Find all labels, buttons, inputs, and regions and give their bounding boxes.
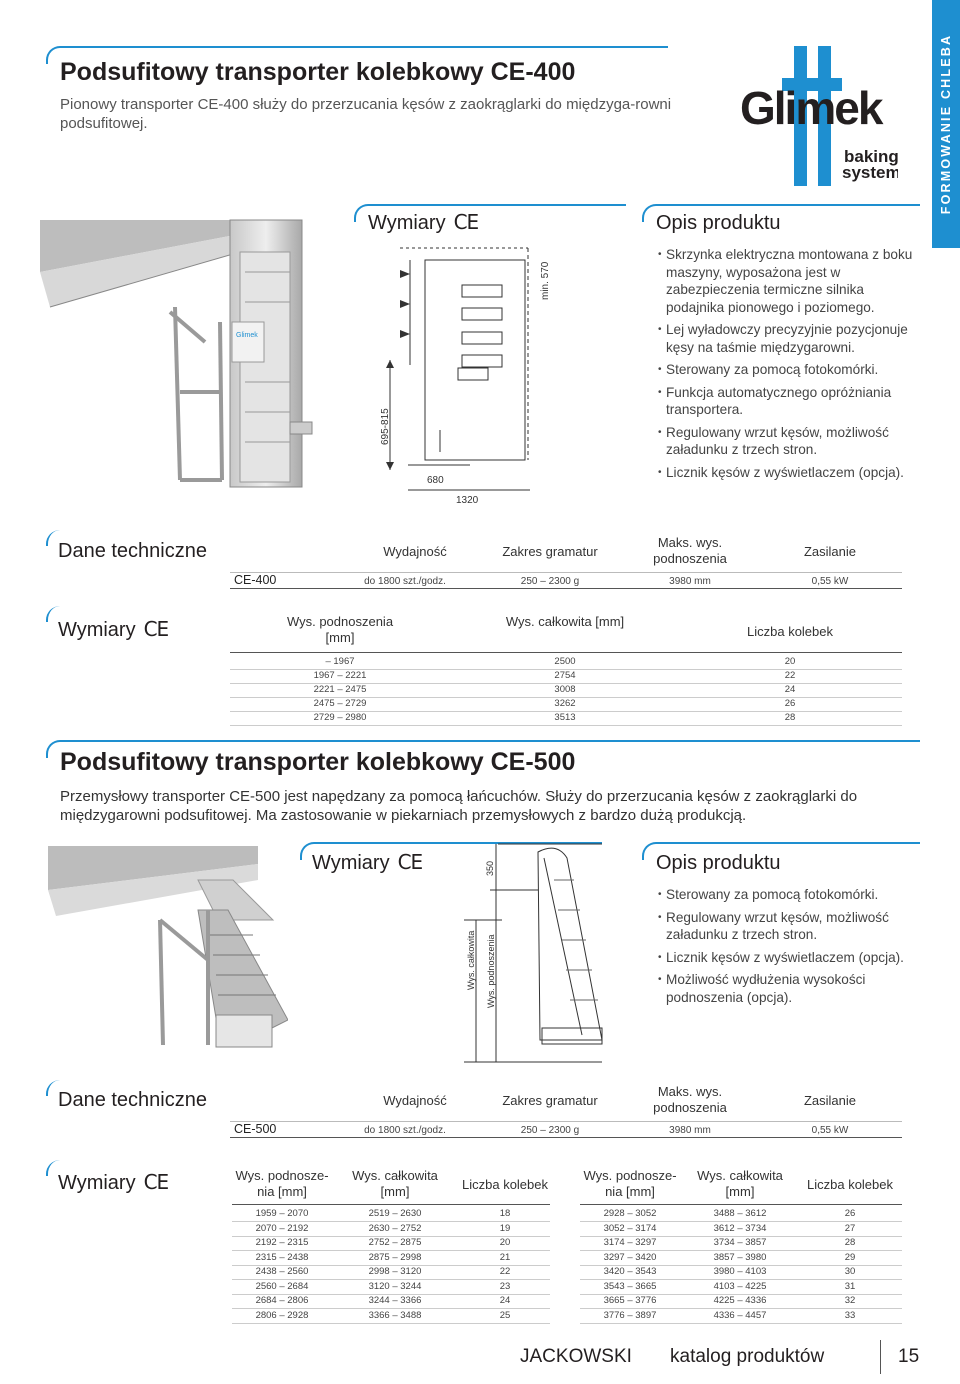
table-cell: 3008: [554, 684, 576, 695]
table-cell: 3734 – 3857: [713, 1237, 767, 1248]
table-rule: [230, 1137, 902, 1138]
col-header: Wys. całkowita [mm]: [697, 1168, 783, 1199]
table-cell: 18: [499, 1208, 511, 1219]
feature-item: • Sterowany za pomocą fotokomórki.: [658, 886, 920, 904]
col-header: Maks. wys. podnoszenia: [653, 535, 727, 566]
ce400-tech-heading: Dane techniczne: [58, 540, 207, 562]
ce400-lead-text: Pionowy transporter CE-400 służy do przerzucania kęsów z zaokrąglarki do międzyga-rowni podsufitowej.: [60, 96, 672, 132]
table-cell: 2070 – 2192: [255, 1222, 309, 1234]
table-cell: 2438 – 2560: [255, 1266, 309, 1277]
table-cell: 2560 – 2684: [255, 1280, 309, 1292]
col-header: Zasilanie: [803, 1093, 857, 1108]
glimek-logo: [738, 44, 898, 189]
ce500-lead: [60, 787, 910, 825]
col-header: Liczba kolebek: [747, 624, 833, 639]
table-cell: 3120 – 3244: [368, 1280, 422, 1292]
table-cell: 3665 – 3776: [603, 1295, 657, 1306]
col-header: Wydajność: [383, 1093, 447, 1108]
ce500-product-photo: [48, 840, 288, 1062]
table-rule: [230, 588, 902, 589]
feature-item: • Funkcja automatycznego opróżniania transportera.: [658, 384, 920, 419]
col-header: Wys. całkowita [mm]: [505, 614, 625, 629]
col-header: Zakres gramatur: [502, 1093, 598, 1108]
table-row: [232, 1236, 550, 1251]
feature-item: • Regulowany wrzut kęsów, możliwość załadunku z trzech stron.: [658, 424, 920, 459]
ce-mark-icon: CE: [143, 1170, 169, 1194]
feature-item: • Lej wyładowczy precyzyjnie pozycjonuje kęsy na taśmie międzygarowni.: [658, 321, 920, 356]
footer-divider: [880, 1340, 881, 1374]
table-cell: 3420 – 3543: [603, 1266, 657, 1277]
table-row: [580, 1280, 902, 1295]
table-cell: 2519 – 2630: [368, 1208, 422, 1219]
table-cell: 3052 – 3174: [603, 1222, 657, 1234]
table-rule: [232, 1204, 550, 1205]
table-row: [232, 1207, 550, 1222]
side-category-band: [932, 0, 960, 248]
table-cell: 4225 – 4336: [713, 1295, 767, 1306]
table-cell: 32: [844, 1295, 856, 1306]
footer-catalog: katalog produktów: [670, 1346, 825, 1367]
table-cell: 23: [499, 1280, 511, 1292]
ce500-lead-text: Przemysłowy transporter CE-500 jest napędzany za pomocą łańcuchów. Służy do przerzucania kęsów z zaokrąglarki do międzygarowni podsufitowej. Ma zastosowanie w piekarniach przemysłowych z bardzo dużą produkcją.: [60, 788, 858, 824]
table-rule: [230, 652, 902, 653]
table-cell: 20: [784, 656, 796, 667]
table-cell: 3776 – 3897: [603, 1309, 657, 1321]
table-cell: 3366 – 3488: [368, 1309, 422, 1321]
table-rule: [230, 572, 902, 573]
table-cell: 25: [499, 1309, 511, 1321]
table-cell: 19: [499, 1222, 511, 1234]
table-cell: 30: [844, 1266, 856, 1277]
table-row: [230, 655, 902, 670]
feature-item: • Skrzynka elektryczna montowana z boku maszyny, wyposażona jest w zabezpieczenia termiczne silnika podajnika pionowego i poziomego.: [658, 246, 920, 316]
table-cell: 2192 – 2315: [255, 1237, 309, 1248]
table-row: [580, 1251, 902, 1266]
feature-item: • Sterowany za pomocą fotokomórki.: [658, 361, 920, 379]
table-cell: – 1967: [325, 656, 355, 667]
tech-value: 3980 mm: [669, 576, 711, 587]
table-rule: [230, 1121, 902, 1122]
table-cell: 28: [784, 712, 796, 723]
ce400-desc-heading: Opis produktu: [656, 212, 781, 234]
ce400-dims-table-heading: [58, 617, 168, 642]
table-cell: 3262: [554, 698, 576, 709]
table-rule: [580, 1204, 902, 1205]
svg-text:system: system: [842, 163, 898, 182]
dims-table-heading-text: Wymiary: [58, 619, 136, 641]
col-header: Zasilanie: [803, 544, 857, 559]
ce-mark-icon: CE: [453, 210, 479, 234]
table-cell: 3244 – 3366: [368, 1295, 422, 1306]
col-header: Liczba kolebek: [807, 1177, 893, 1192]
table-cell: 2754: [554, 670, 576, 681]
table-row: [580, 1207, 902, 1222]
table-cell: 24: [499, 1295, 511, 1306]
table-cell: 2315 – 2438: [255, 1251, 309, 1263]
svg-text:680: 680: [427, 475, 444, 486]
table-row: [580, 1236, 902, 1251]
ce-mark-icon: CE: [143, 617, 169, 641]
table-row: [580, 1309, 902, 1324]
table-row: [232, 1251, 550, 1266]
tech-value: 0,55 kW: [811, 576, 849, 587]
table-cell: 2500: [554, 656, 576, 667]
svg-text:Wys. podnoszenia: Wys. podnoszenia: [486, 934, 496, 1008]
table-cell: 2752 – 2875: [368, 1237, 422, 1248]
table-row: [232, 1222, 550, 1237]
ce400-lead: [60, 95, 680, 133]
table-row: [580, 1294, 902, 1309]
table-cell: 2928 – 3052: [603, 1208, 657, 1219]
ce400-feature-list: [658, 246, 920, 486]
category-label: FORMOWANIE CHLEBA: [939, 33, 953, 215]
table-row: [580, 1222, 902, 1237]
table-cell: 2998 – 3120: [368, 1266, 422, 1277]
table-row: [230, 711, 902, 726]
ce500-dims-heading-text: Wymiary: [312, 852, 390, 874]
ce400-technical-drawing: [370, 240, 560, 510]
col-header: Wys. całkowita [mm]: [352, 1168, 438, 1199]
svg-text:min. 570: min. 570: [540, 261, 551, 300]
svg-text:Glimek: Glimek: [236, 332, 258, 339]
ce500-technical-drawing: [462, 840, 612, 1065]
ce500-feature-list: [658, 886, 920, 1011]
table-cell: 29: [844, 1251, 856, 1263]
table-row: [232, 1294, 550, 1309]
ce500-tech-heading: Dane techniczne: [58, 1089, 207, 1111]
tech-value: 3980 mm: [669, 1125, 711, 1136]
ce-mark-icon: CE: [397, 850, 423, 874]
table-cell: 31: [844, 1280, 856, 1292]
table-cell: 2729 – 2980: [313, 712, 367, 723]
table-cell: 22: [499, 1266, 511, 1277]
table-cell: 4336 – 4457: [713, 1309, 767, 1321]
col-header: Wydajność: [383, 544, 447, 559]
table-cell: 20: [499, 1237, 511, 1248]
footer-brand: JACKOWSKI: [520, 1346, 632, 1367]
ce400-product-photo: [40, 212, 350, 512]
table-row: [230, 697, 902, 712]
table-cell: 3543 – 3665: [603, 1280, 657, 1292]
page-number: 15: [898, 1346, 920, 1367]
ce500-desc-heading: Opis produktu: [656, 852, 781, 874]
table-cell: 27: [844, 1222, 856, 1234]
table-row: [232, 1280, 550, 1295]
ce500-title: Podsufitowy transporter kolebkowy CE-500: [60, 748, 576, 776]
table-cell: 26: [844, 1208, 856, 1219]
table-row: [230, 669, 902, 684]
svg-text:Wys. całkowita: Wys. całkowita: [466, 930, 476, 990]
ce400-dims-heading: [368, 210, 478, 235]
dims-table-heading-text: Wymiary: [58, 1172, 136, 1194]
table-cell: 28: [844, 1237, 856, 1248]
table-cell: 2684 – 2806: [255, 1295, 309, 1306]
table-cell: 3297 – 3420: [603, 1251, 657, 1263]
col-header: Wys. podnosze-nia [mm]: [583, 1168, 677, 1199]
ce400-dims-heading-text: Wymiary: [368, 212, 446, 234]
model-name: CE-400: [234, 573, 277, 587]
table-cell: 1959 – 2070: [255, 1208, 309, 1219]
tech-value: 250 – 2300 g: [520, 576, 580, 587]
table-cell: 3174 – 3297: [603, 1237, 657, 1248]
table-cell: 21: [499, 1251, 511, 1263]
tech-value: 250 – 2300 g: [520, 1125, 580, 1136]
svg-text:695-815: 695-815: [380, 408, 391, 445]
tech-value: 0,55 kW: [811, 1125, 849, 1136]
table-cell: 2806 – 2928: [255, 1309, 309, 1321]
table-row: [232, 1265, 550, 1280]
ce500-dims-heading: [312, 850, 422, 875]
table-cell: 26: [784, 698, 796, 709]
ce500-dims-table-heading: [58, 1170, 168, 1195]
model-name: CE-500: [234, 1122, 277, 1136]
svg-text:Glimek: Glimek: [740, 82, 882, 134]
table-row: [580, 1265, 902, 1280]
table-row: [232, 1309, 550, 1324]
table-row: [230, 683, 902, 698]
table-cell: 3612 – 3734: [713, 1222, 767, 1234]
table-cell: 4103 – 4225: [713, 1280, 767, 1292]
table-cell: 3488 – 3612: [713, 1208, 767, 1219]
col-header: Liczba kolebek: [462, 1177, 548, 1192]
table-cell: 3980 – 4103: [713, 1266, 767, 1277]
table-cell: 1967 – 2221: [313, 670, 367, 681]
table-cell: 33: [844, 1309, 856, 1321]
table-cell: 24: [784, 684, 796, 695]
table-cell: 2221 – 2475: [313, 684, 367, 695]
table-cell: 2630 – 2752: [368, 1222, 422, 1234]
svg-text:baking: baking: [844, 147, 898, 166]
svg-text:1320: 1320: [456, 495, 479, 506]
table-cell: 2475 – 2729: [313, 698, 367, 709]
col-header: Wys. podnosze-nia [mm]: [235, 1168, 329, 1199]
ce400-title: Podsufitowy transporter kolebkowy CE-400: [60, 58, 576, 86]
feature-item: • Licznik kęsów z wyświetlaczem (opcja).: [658, 464, 920, 482]
table-cell: 3857 – 3980: [713, 1251, 767, 1263]
col-header: Zakres gramatur: [502, 544, 598, 559]
col-header: Wys. podnoszenia [mm]: [286, 614, 394, 645]
feature-item: • Licznik kęsów z wyświetlaczem (opcja).: [658, 949, 920, 967]
table-cell: 2875 – 2998: [368, 1251, 422, 1263]
table-cell: 22: [784, 670, 796, 681]
feature-item: • Możliwość wydłużenia wysokości podnoszenia (opcja).: [658, 971, 920, 1006]
tech-value: do 1800 szt./godz.: [364, 576, 446, 587]
feature-item: • Regulowany wrzut kęsów, możliwość załadunku z trzech stron.: [658, 909, 920, 944]
table-cell: 3513: [554, 712, 576, 723]
svg-text:350: 350: [485, 860, 495, 876]
tech-value: do 1800 szt./godz.: [364, 1125, 446, 1136]
col-header: Maks. wys. podnoszenia: [653, 1084, 727, 1115]
